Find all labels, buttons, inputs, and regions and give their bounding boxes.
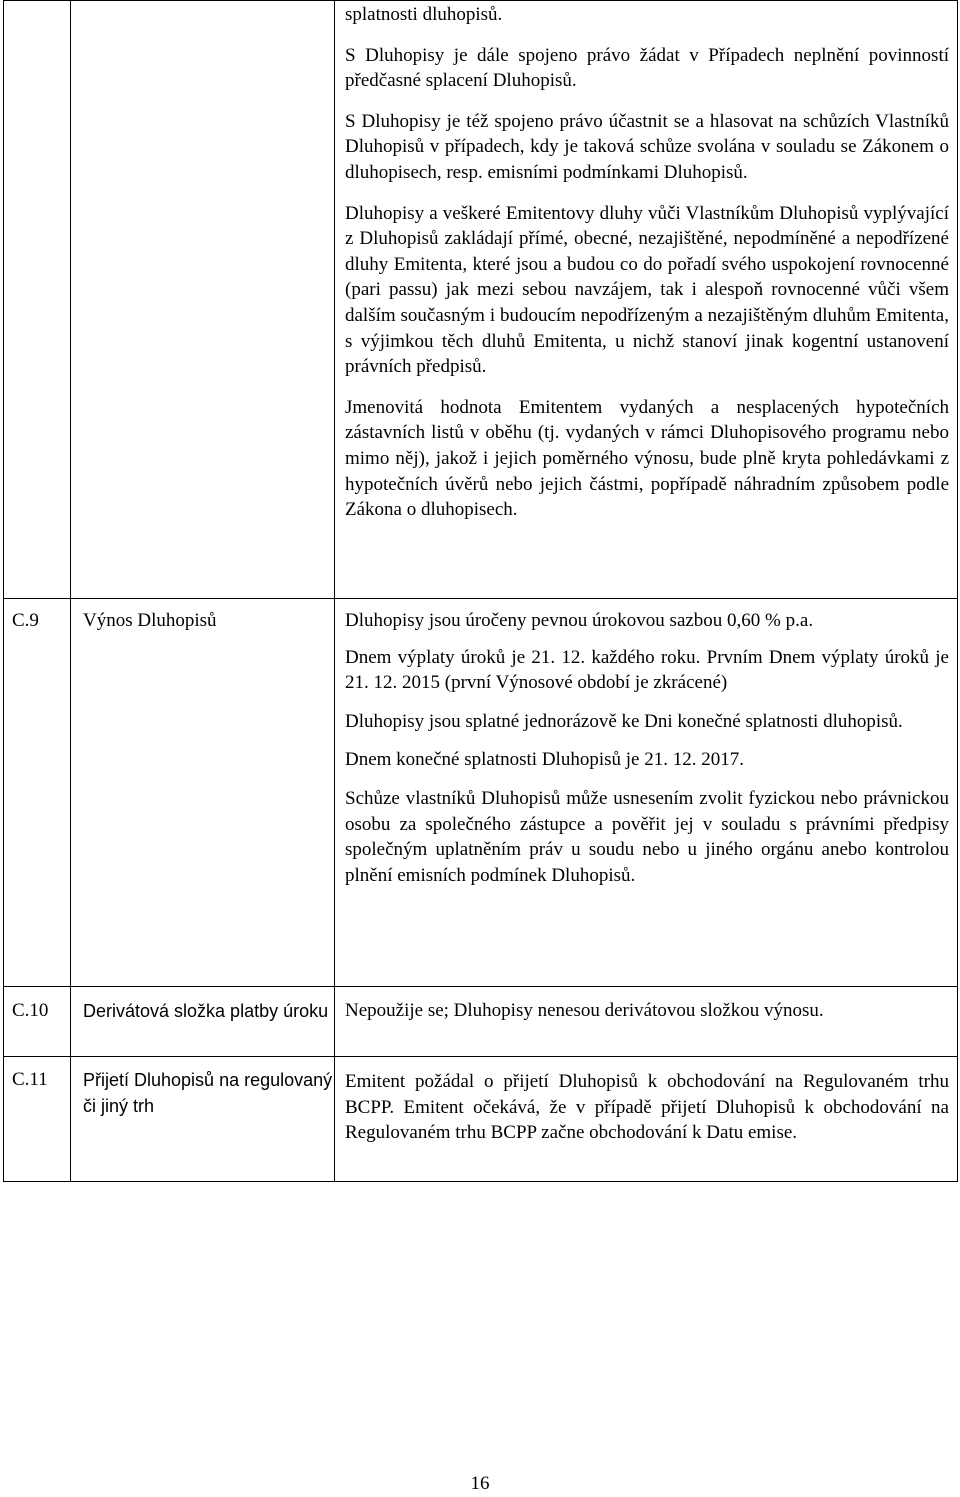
section-label: Derivátová složka platby úroku [83, 1001, 329, 1021]
paragraph: Emitent požádal o přijetí Dluhopisů k obchodování na Regulovaném trhu BCPP. Emitent očekává, že v případě přijetí Dluhopisů k obchodování na Regulovaném trhu BCPP začne obchodování k Datu emise. [345, 1071, 949, 1144]
number-cell [4, 1057, 71, 1182]
paragraph: Dnem výplaty úroků je 21. 12. každého roku. Prvním Dnem výplaty úroků je 21. 12. 2015 (první Výnosové období je zkrácené) [345, 646, 949, 694]
label-cell [71, 1, 335, 599]
paragraph: Jmenovitá hodnota Emitentem vydaných a nesplacených hypotečních zástavních listů v oběhu (tj. vydaných v rámci Dluhopisového programu nebo mimo něj), jakož i jejich poměrného výnosu, bude plně kryta pohledávkami z hypotečních úvěrů nebo jejich částmi, popřípadě náhradním způsobem podle Zákona o dluhopisech. [345, 396, 949, 521]
document-table [3, 0, 958, 1182]
paragraph: Schůze vlastníků Dluhopisů může usnesením zvolit fyzickou nebo právnickou osobu za společného zástupce a pověřit jej v souladu s právními předpisy společným uplatněním práv u soudu nebo u jiného orgánu anebo kontrolou plnění emisních podmínek Dluhopisů. [345, 787, 949, 886]
section-number: C.11 [12, 1069, 48, 1090]
content-cell [335, 599, 958, 987]
section-label: Výnos Dluhopisů [83, 610, 217, 631]
paragraph: S Dluhopisy je též spojeno právo účastnit se a hlasovat na schůzích Vlastníků Dluhopisů v případech, kdy je taková schůze svolána v souladu se Zákonem o dluhopisech, resp. emisními podmínkami Dluhopisů. [345, 110, 949, 183]
page-number: 16 [470, 1473, 490, 1494]
content-cell [335, 987, 958, 1057]
section-number: C.9 [12, 610, 39, 631]
paragraph: Dluhopisy jsou splatné jednorázově ke Dni konečné splatnosti dluhopisů. [345, 710, 903, 732]
paragraph: Nepoužije se; Dluhopisy nenesou derivátovou složkou výnosu. [345, 1000, 824, 1021]
label-cell [71, 599, 335, 987]
paragraph: S Dluhopisy je dále spojeno právo žádat v Případech neplnění povinností předčasné splacení Dluhopisů. [345, 44, 949, 92]
table-row-continuation [4, 1, 958, 599]
label-cell [71, 1057, 335, 1182]
section-label: Přijetí Dluhopisů na regulovaný či jiný trh [83, 1070, 333, 1116]
content-cell [335, 1057, 958, 1182]
paragraph: Dluhopisy jsou úročeny pevnou úrokovou sazbou 0,60 % p.a. [345, 610, 814, 631]
paragraph: splatnosti dluhopisů. [345, 4, 503, 25]
table-row-c11 [4, 1057, 958, 1182]
number-cell [4, 987, 71, 1057]
table-row-c10 [4, 987, 958, 1057]
section-number: C.10 [12, 1000, 49, 1021]
paragraph: Dluhopisy a veškeré Emitentovy dluhy vůči Vlastníkům Dluhopisů vyplývající z Dluhopisů zakládají přímé, obecné, nezajištěné, nepodmíněné a nepodřízené dluhy Emitenta, které jsou a budou co do pořadí svého uspokojení rovnocenné (pari passu) jak mezi sebou navzájem, tak i alespoň rovnocenné vůči všem dalším současným i budoucím nepodřízeným a nezajištěným dluhům Emitenta, s výjimkou těch dluhů Emitenta, u nichž stanoví jinak kogentní ustanovení právních předpisů. [345, 202, 949, 378]
label-cell [71, 987, 335, 1057]
table-row-c9 [4, 599, 958, 987]
number-cell [4, 1, 71, 599]
content-cell [335, 1, 958, 599]
paragraph: Dnem konečné splatnosti Dluhopisů je 21. 12. 2017. [345, 749, 744, 771]
number-cell [4, 599, 71, 987]
